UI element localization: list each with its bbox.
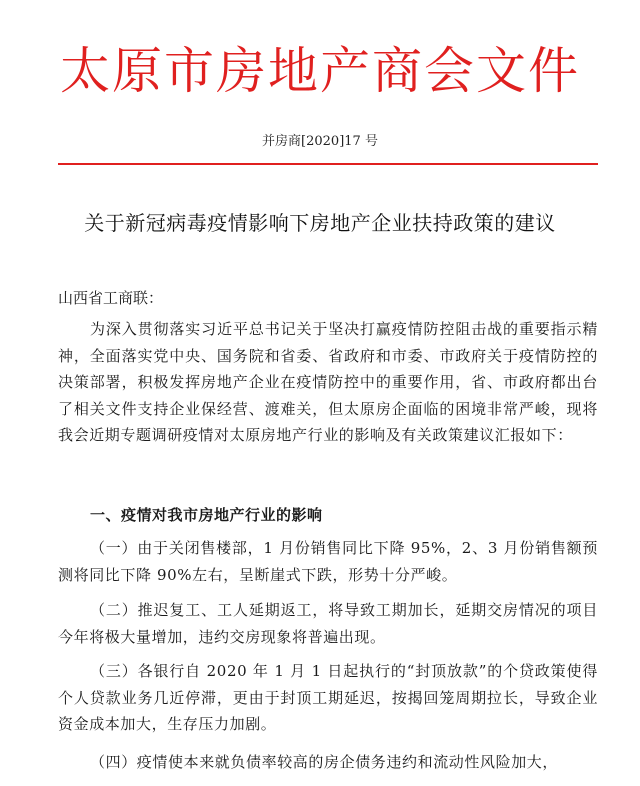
list-item: （三）各银行自 2020 年 1 月 1 日起执行的“封顶放款”的个贷政策使得个人贷款业务几近停滞，更由于封顶工期延迟，按揭回笼周期拉长，导致企业资金成本加大，生存压力加剧。 [58,662,598,733]
addressee: 山西省工商联： [58,289,164,307]
intro-paragraph: 为深入贯彻落实习近平总书记关于坚决打赢疫情防控阻击战的重要指示精神，全面落实党中央、国务院和省委、省政府和市委、市政府关于疫情防控的决策部署，积极发挥房地产企业在疫情防控中的重要作用，省、市政府都出台了相关文件支持企业保经营、渡难关，但太原房企面临的困境非常严峻，现将我会近期专题调研疫情对太原房地产行业的影响及有关政策建议汇报如下： [58,320,598,444]
document-number: 并房商[2020]17 号 [262,134,378,149]
list-item: （四）疫情使本来就负债率较高的房企债务违约和流动性风险加大， [90,753,559,771]
section-heading: 一、疫情对我市房地产行业的影响 [90,506,323,524]
masthead-title: 太原市房地产商会文件 [60,42,580,100]
document-title: 关于新冠病毒疫情影响下房地产企业扶持政策的建议 [84,211,556,235]
list-item: （二）推迟复工、工人延期返工，将导致工期加长，延期交房情况的项目今年将极大量增加，违约交房现象将普遍出现。 [58,601,598,646]
list-item: （一）由于关闭售楼部，1 月份销售同比下降 95%，2、3 月份销售额预测将同比下降 90%左右，呈断崖式下跌，形势十分严峻。 [58,539,598,584]
red-separator-line [58,163,598,165]
